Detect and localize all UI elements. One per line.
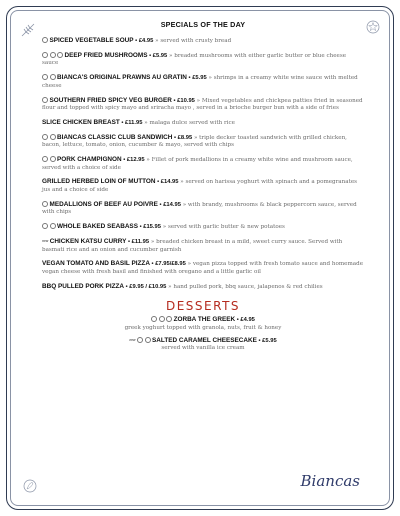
item-name: SPICED VEGETABLE SOUP (49, 37, 134, 44)
item-name: BIANCA'S ORIGINAL PRAWNS AU GRATIN (57, 74, 187, 82)
desserts-list (42, 316, 364, 352)
specials-heading: SPECIALS OF THE DAY (160, 20, 246, 29)
item-name: ZORBA THE GREEK (173, 316, 236, 324)
item-name: SLICE CHICKEN BREAST (42, 118, 120, 126)
item-description: malaga dulce served with rice (149, 119, 235, 126)
special-item (42, 178, 364, 194)
item-description: served with vanilla ice cream (161, 345, 245, 352)
dessert-title-line (42, 337, 364, 346)
item-price: £5.95 (192, 75, 207, 82)
item-description: breaded chicken breast in a mild, sweet curry sauce. Served with basmati rice and an onion and cucumber garnish (42, 238, 343, 253)
item-name: BIANCAS CLASSIC CLUB SANDWICH (57, 133, 173, 141)
item-desc-prefix: » (166, 283, 174, 290)
item-separator: • (124, 283, 130, 290)
item-description: triple decker toasted sandwich with grilled chicken, bacon, lettuce, tomato, onion, cucumber & mayo, served with chips (42, 134, 347, 149)
special-item (42, 119, 364, 128)
item-price: £10.95 (177, 97, 195, 104)
gf-badge-icon (42, 156, 48, 162)
item-desc-prefix: » (178, 179, 186, 186)
new-badge-icon: new (129, 338, 136, 342)
vegan-badge-icon (42, 52, 48, 58)
menu-content (42, 20, 364, 357)
df-badge-icon (145, 337, 151, 343)
leaf-ornament-icon (22, 478, 38, 494)
special-item (42, 37, 364, 46)
special-item (42, 97, 364, 113)
gf-badge-icon (42, 74, 48, 80)
item-desc-prefix: » (153, 38, 161, 44)
item-separator: • (157, 201, 164, 208)
item-separator: • (256, 337, 263, 344)
item-name: BBQ PULLED PORK PIZZA (42, 282, 125, 290)
special-item (42, 201, 364, 217)
item-price: £12.95 (126, 157, 145, 164)
gf-badge-icon (42, 134, 48, 140)
item-name: CHICKEN KATSU CURRY (49, 237, 127, 245)
item-separator: • (155, 179, 161, 186)
item-description: shrimps in a creamy white wine sauce with melted cheese (42, 75, 358, 89)
item-desc-prefix: » (185, 261, 193, 268)
item-desc-prefix: » (180, 201, 188, 208)
item-desc-prefix: » (206, 75, 214, 82)
specials-list (42, 37, 364, 291)
vegan-badge-icon (42, 37, 48, 43)
new-badge-icon: new (42, 239, 49, 244)
item-price: £8.95 (177, 134, 193, 141)
vegan-badge-icon (42, 97, 48, 103)
df-badge-icon (50, 134, 56, 140)
item-description: Mixed vegetables and chickpea patties fried in seasoned flour and topped with spicy mayo and sriracha mayo , served in a brioche burger bun with a side of fries (42, 97, 363, 112)
item-desc-prefix: » (149, 238, 157, 245)
special-item (42, 134, 364, 150)
desserts-title: DESSERTS (165, 299, 241, 314)
gf-badge-icon (42, 201, 48, 207)
dessert-title-line (42, 316, 364, 325)
item-separator: • (119, 119, 126, 126)
item-price: £11.95 (131, 238, 150, 245)
item-name: SOUTHERN FRIED SPICY VEG BURGER (49, 96, 172, 104)
item-name: GRILLED HERBED LOIN OF MUTTON (42, 178, 156, 186)
df-badge-icon (50, 156, 56, 162)
star-ornament-icon (366, 20, 380, 34)
gf-badge-icon (137, 337, 143, 343)
item-separator: • (147, 52, 153, 59)
special-item (42, 260, 364, 276)
item-price: £5.95 (152, 52, 168, 59)
item-price: £7.95/£8.95 (155, 261, 186, 268)
item-name: SALTED CARAMEL CHEESECAKE (152, 336, 257, 344)
item-separator: • (137, 224, 144, 231)
item-price: £5.95 (262, 337, 277, 344)
item-desc-prefix: » (194, 97, 202, 104)
item-price: £14.95 (160, 179, 179, 186)
dessert-description-line (42, 325, 364, 333)
item-separator: • (149, 261, 156, 268)
item-price: £9.95 / £10.95 (129, 283, 167, 290)
item-description: breaded mushrooms with either garlic butter or blue cheese sauce (42, 52, 346, 67)
item-desc-prefix: » (144, 157, 152, 164)
item-separator: • (126, 238, 132, 245)
item-description: served on harissa yoghurt with spinach and a pomegranates jus and a choice of side (42, 179, 358, 194)
item-desc-prefix: » (167, 52, 175, 59)
wheat-ornament-icon (18, 18, 40, 40)
vegan-badge-icon (151, 316, 157, 322)
special-item (42, 52, 364, 68)
special-item (42, 156, 364, 172)
item-description: served with crusty bread (160, 38, 232, 44)
special-item (42, 238, 364, 254)
item-separator: • (172, 134, 178, 141)
item-separator: • (121, 157, 127, 164)
item-description: hand pulled pork, bbq sauce, jalapenos & red chilies (173, 283, 323, 290)
item-price: £4.95 (240, 317, 255, 324)
dessert-item (42, 316, 364, 332)
item-price: £11.95 (125, 119, 143, 126)
df-badge-icon (50, 223, 56, 229)
item-separator: • (186, 75, 193, 82)
special-item (42, 283, 364, 292)
item-separator: • (133, 38, 139, 44)
gf-badge-icon (50, 52, 56, 58)
item-separator: • (171, 97, 178, 104)
item-desc-prefix: » (142, 119, 150, 126)
item-name: MEDALLIONS OF BEEF AU POIVRE (49, 200, 158, 208)
item-description: Fillet of pork medallions in a creamy white wine and mushroom sauce, served with a choice of side (42, 157, 353, 171)
item-desc-prefix: » (160, 224, 168, 231)
gf-badge-icon (42, 223, 48, 229)
special-item (42, 223, 364, 232)
special-item (42, 74, 364, 90)
df-badge-icon (57, 52, 63, 58)
dessert-description-line (42, 345, 364, 353)
item-name: VEGAN TOMATO AND BASIL PIZZA (42, 260, 150, 268)
item-price: £15.95 (143, 224, 161, 231)
df-badge-icon (50, 74, 56, 80)
item-separator: • (235, 317, 241, 324)
dessert-item (42, 337, 364, 353)
item-price: £4.95 (138, 38, 154, 44)
item-description: greek yoghurt topped with granola, nuts, fruit & honey (124, 324, 282, 331)
item-name: PORK CHAMPIGNON (57, 156, 122, 164)
item-description: served with garlic butter & new potatoes (167, 224, 285, 231)
item-description: with brandy, mushrooms & black peppercorn sauce, served with chips (42, 201, 357, 216)
item-name: DEEP FRIED MUSHROOMS (64, 51, 148, 59)
item-name: WHOLE BAKED SEABASS (57, 223, 138, 231)
gf-badge-icon (159, 316, 165, 322)
item-price: £14.95 (163, 201, 181, 208)
item-description: vegan pizza topped with fresh tomato sauce and homemade vegan cheese with fresh basil and finished with oregano and a little garlic oil (42, 261, 364, 275)
item-desc-prefix: » (192, 134, 200, 141)
df-badge-icon (166, 316, 172, 322)
brand-logo: Biancas (300, 472, 360, 490)
